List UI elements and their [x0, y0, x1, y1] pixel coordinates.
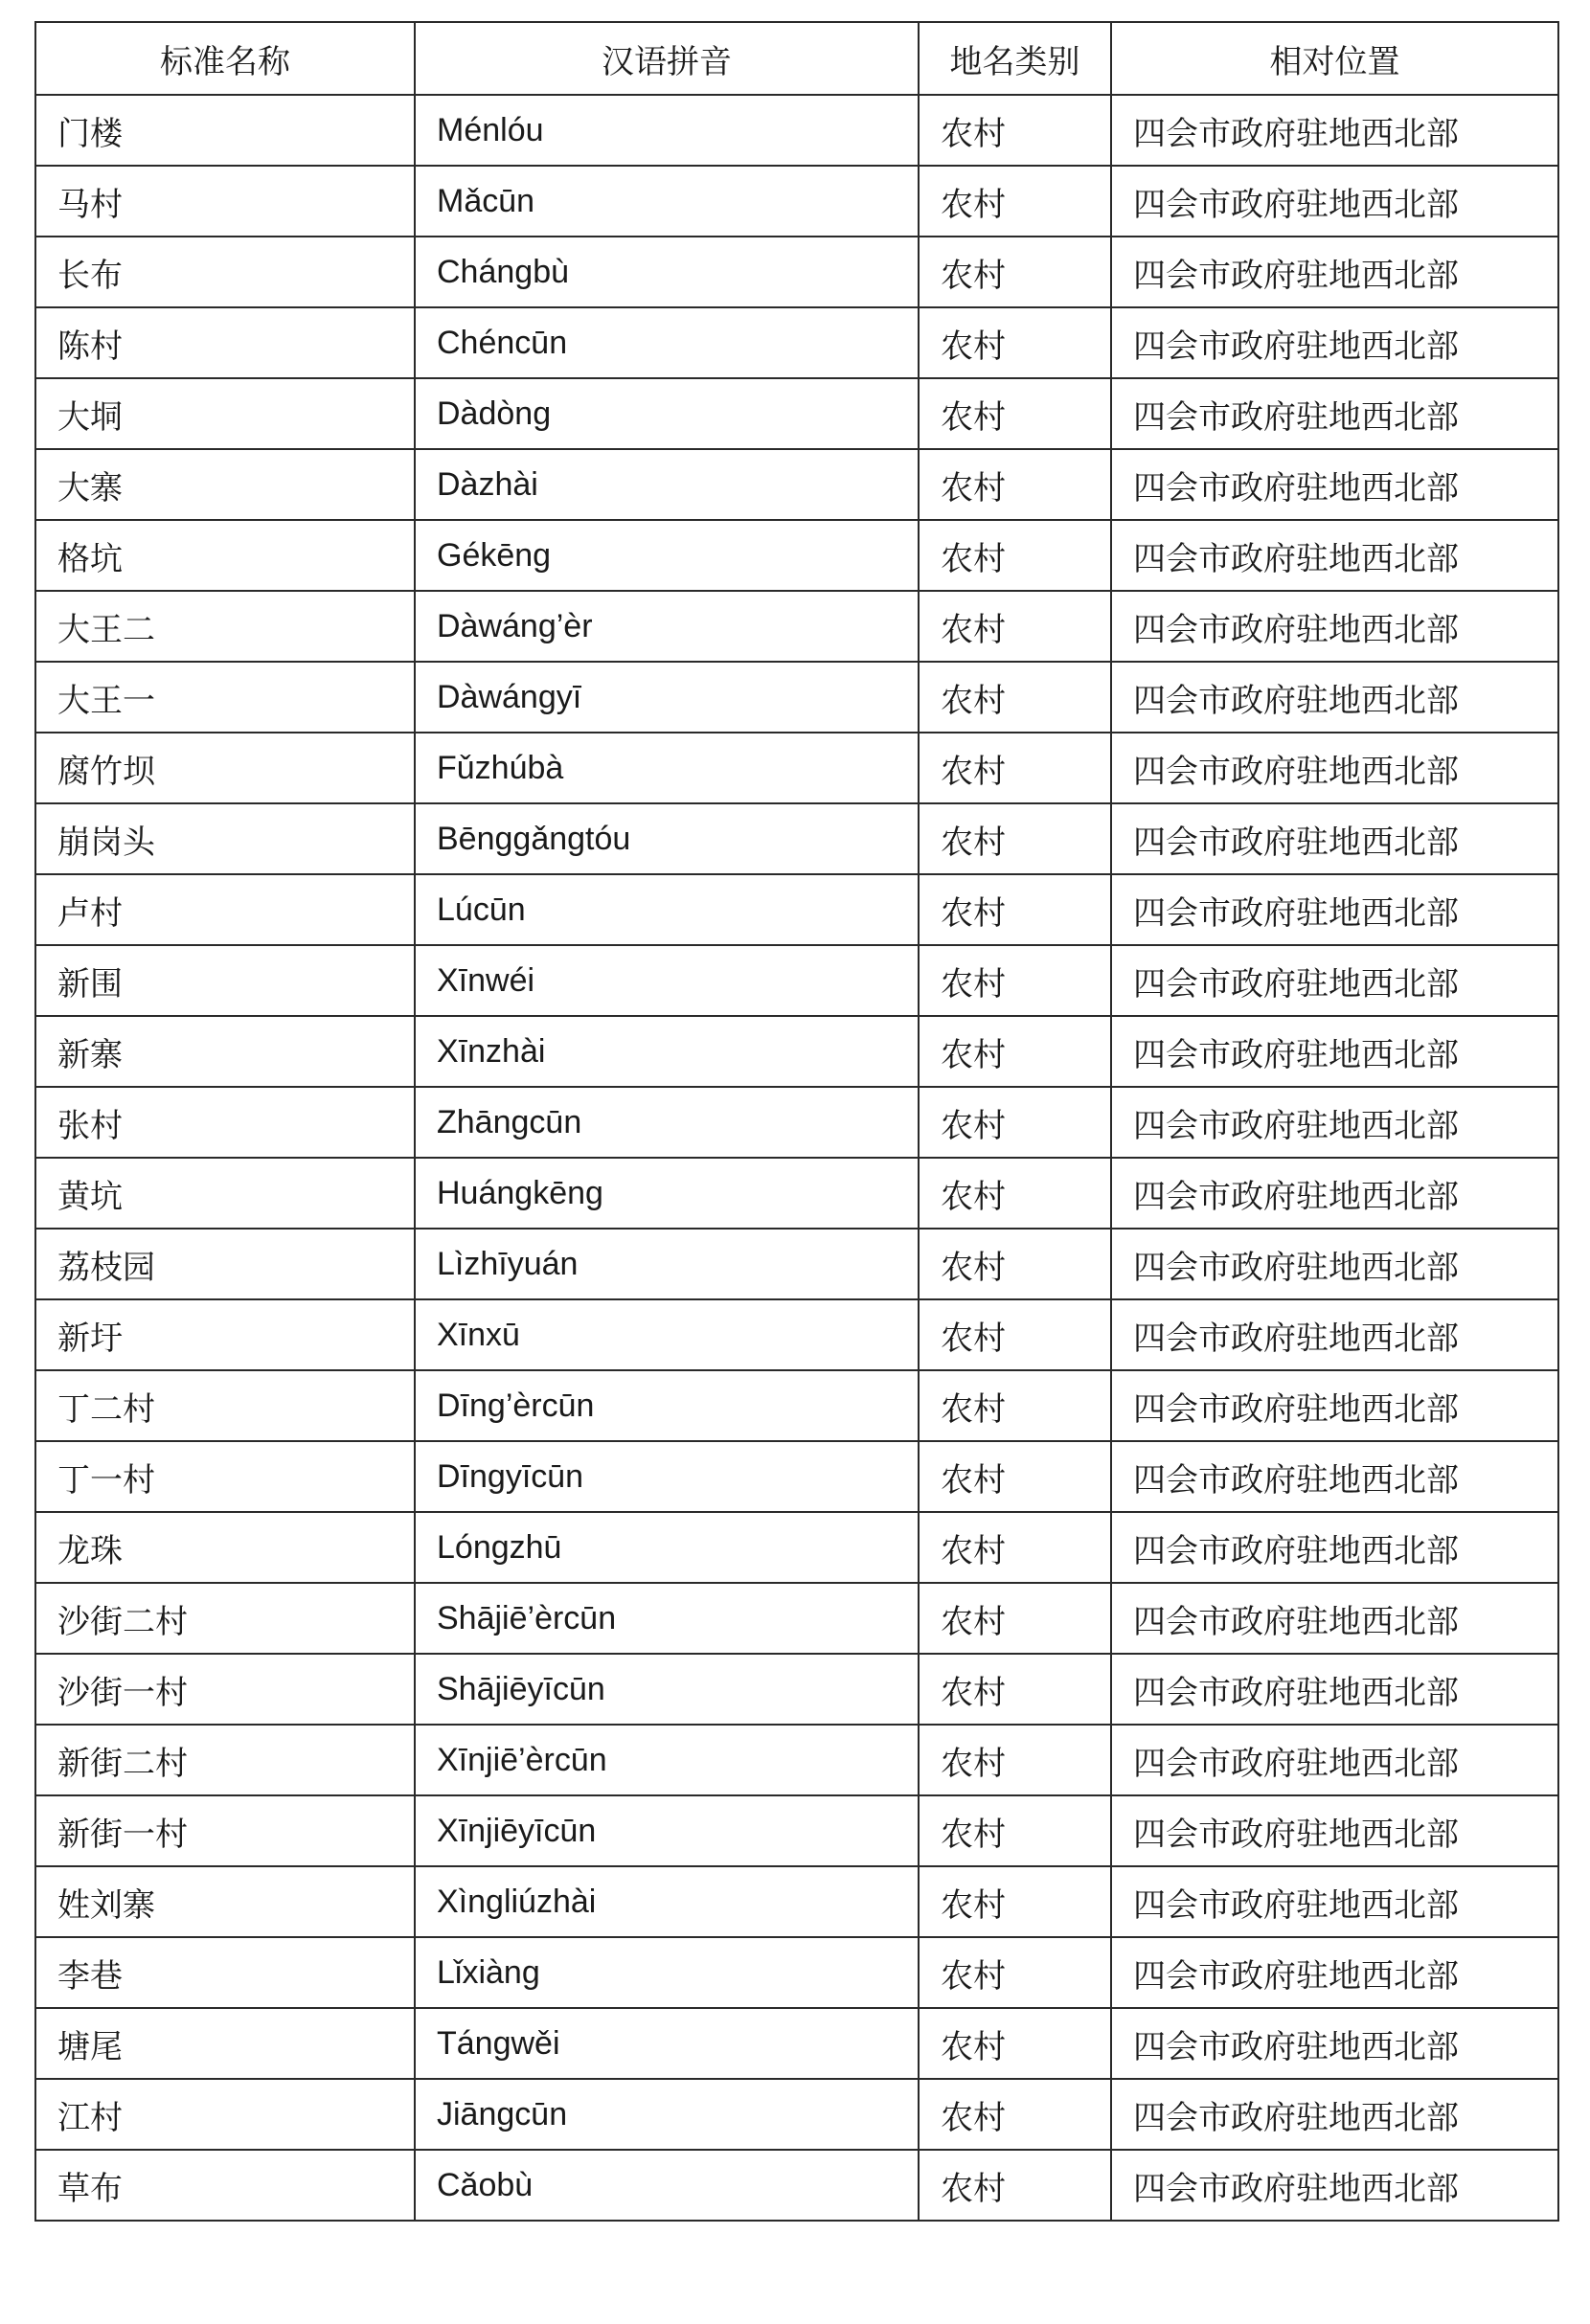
- cell-relative-location: 四会市政府驻地西北部: [1111, 945, 1558, 1016]
- table-row: [35, 95, 1558, 166]
- table-row: [35, 591, 1558, 662]
- cell-place-type: 农村: [919, 1866, 1111, 1937]
- cell-place-type: 农村: [919, 945, 1111, 1016]
- cell-relative-location: 四会市政府驻地西北部: [1111, 1583, 1558, 1654]
- cell-place-type: 农村: [919, 1441, 1111, 1512]
- cell-place-type: 农村: [919, 1087, 1111, 1158]
- cell-pinyin: Shājiē’èrcūn: [415, 1583, 919, 1654]
- cell-place-type: 农村: [919, 2079, 1111, 2150]
- table-row: [35, 874, 1558, 945]
- cell-pinyin: Dàdòng: [415, 378, 919, 449]
- cell-pinyin: Xīnzhài: [415, 1016, 919, 1087]
- cell-place-type: 农村: [919, 874, 1111, 945]
- cell-standard-name: 新圩: [35, 1299, 415, 1370]
- cell-pinyin: Jiāngcūn: [415, 2079, 919, 2150]
- cell-pinyin: Mǎcūn: [415, 166, 919, 237]
- cell-pinyin: Ménlóu: [415, 95, 919, 166]
- table-row: [35, 1016, 1558, 1087]
- table-row: [35, 1937, 1558, 2008]
- cell-pinyin: Zhāngcūn: [415, 1087, 919, 1158]
- cell-relative-location: 四会市政府驻地西北部: [1111, 2079, 1558, 2150]
- cell-place-type: 农村: [919, 1654, 1111, 1725]
- header-relative-location: 相对位置: [1111, 22, 1558, 95]
- table-row: [35, 1654, 1558, 1725]
- cell-pinyin: Dīngyīcūn: [415, 1441, 919, 1512]
- table-row: [35, 662, 1558, 733]
- cell-relative-location: 四会市政府驻地西北部: [1111, 449, 1558, 520]
- cell-place-type: 农村: [919, 1512, 1111, 1583]
- table-row: [35, 1512, 1558, 1583]
- table-row: [35, 1583, 1558, 1654]
- table-row: [35, 945, 1558, 1016]
- cell-pinyin: Lǐxiàng: [415, 1937, 919, 2008]
- table-header: [35, 22, 1558, 95]
- cell-standard-name: 大垌: [35, 378, 415, 449]
- header-standard-name: 标准名称: [35, 22, 415, 95]
- table-row: [35, 166, 1558, 237]
- cell-place-type: 农村: [919, 2150, 1111, 2221]
- cell-standard-name: 丁二村: [35, 1370, 415, 1441]
- cell-place-type: 农村: [919, 591, 1111, 662]
- cell-standard-name: 新寨: [35, 1016, 415, 1087]
- cell-pinyin: Shājiēyīcūn: [415, 1654, 919, 1725]
- cell-standard-name: 大寨: [35, 449, 415, 520]
- table-row: [35, 1299, 1558, 1370]
- cell-pinyin: Lóngzhū: [415, 1512, 919, 1583]
- cell-place-type: 农村: [919, 1937, 1111, 2008]
- cell-relative-location: 四会市政府驻地西北部: [1111, 1229, 1558, 1299]
- cell-standard-name: 崩岗头: [35, 803, 415, 874]
- table-row: [35, 1441, 1558, 1512]
- cell-place-type: 农村: [919, 1370, 1111, 1441]
- cell-pinyin: Dàwángyī: [415, 662, 919, 733]
- cell-place-type: 农村: [919, 1725, 1111, 1795]
- cell-relative-location: 四会市政府驻地西北部: [1111, 662, 1558, 733]
- cell-standard-name: 龙珠: [35, 1512, 415, 1583]
- place-name-table: [34, 21, 1559, 2222]
- cell-relative-location: 四会市政府驻地西北部: [1111, 1866, 1558, 1937]
- cell-pinyin: Tángwěi: [415, 2008, 919, 2079]
- header-pinyin: 汉语拼音: [415, 22, 919, 95]
- cell-place-type: 农村: [919, 378, 1111, 449]
- cell-place-type: 农村: [919, 237, 1111, 307]
- table-row: [35, 1370, 1558, 1441]
- table-row: [35, 733, 1558, 803]
- table-row: [35, 1229, 1558, 1299]
- cell-pinyin: Xīnjiēyīcūn: [415, 1795, 919, 1866]
- table-body: [35, 95, 1558, 2221]
- cell-relative-location: 四会市政府驻地西北部: [1111, 378, 1558, 449]
- cell-relative-location: 四会市政府驻地西北部: [1111, 1370, 1558, 1441]
- cell-place-type: 农村: [919, 2008, 1111, 2079]
- cell-standard-name: 新围: [35, 945, 415, 1016]
- cell-pinyin: Xìngliúzhài: [415, 1866, 919, 1937]
- cell-standard-name: 荔枝园: [35, 1229, 415, 1299]
- cell-standard-name: 卢村: [35, 874, 415, 945]
- table-row: [35, 520, 1558, 591]
- cell-pinyin: Dīng’èrcūn: [415, 1370, 919, 1441]
- cell-relative-location: 四会市政府驻地西北部: [1111, 237, 1558, 307]
- cell-relative-location: 四会市政府驻地西北部: [1111, 520, 1558, 591]
- cell-relative-location: 四会市政府驻地西北部: [1111, 733, 1558, 803]
- cell-standard-name: 李巷: [35, 1937, 415, 2008]
- cell-standard-name: 大王一: [35, 662, 415, 733]
- cell-place-type: 农村: [919, 1229, 1111, 1299]
- cell-relative-location: 四会市政府驻地西北部: [1111, 1087, 1558, 1158]
- cell-relative-location: 四会市政府驻地西北部: [1111, 1441, 1558, 1512]
- table-row: [35, 1866, 1558, 1937]
- cell-place-type: 农村: [919, 520, 1111, 591]
- cell-standard-name: 丁一村: [35, 1441, 415, 1512]
- cell-relative-location: 四会市政府驻地西北部: [1111, 1795, 1558, 1866]
- cell-relative-location: 四会市政府驻地西北部: [1111, 1725, 1558, 1795]
- cell-relative-location: 四会市政府驻地西北部: [1111, 803, 1558, 874]
- cell-pinyin: Xīnwéi: [415, 945, 919, 1016]
- cell-relative-location: 四会市政府驻地西北部: [1111, 95, 1558, 166]
- cell-standard-name: 张村: [35, 1087, 415, 1158]
- cell-pinyin: Bēnggǎngtóu: [415, 803, 919, 874]
- cell-pinyin: Cǎobù: [415, 2150, 919, 2221]
- cell-place-type: 农村: [919, 307, 1111, 378]
- cell-place-type: 农村: [919, 1016, 1111, 1087]
- table-row: [35, 449, 1558, 520]
- cell-standard-name: 姓刘寨: [35, 1866, 415, 1937]
- cell-place-type: 农村: [919, 803, 1111, 874]
- cell-pinyin: Xīnxū: [415, 1299, 919, 1370]
- header-row: [35, 22, 1558, 95]
- cell-pinyin: Chéncūn: [415, 307, 919, 378]
- cell-standard-name: 塘尾: [35, 2008, 415, 2079]
- cell-standard-name: 大王二: [35, 591, 415, 662]
- table-row: [35, 1158, 1558, 1229]
- cell-place-type: 农村: [919, 166, 1111, 237]
- cell-place-type: 农村: [919, 95, 1111, 166]
- table-row: [35, 1725, 1558, 1795]
- cell-pinyin: Huángkēng: [415, 1158, 919, 1229]
- table-row: [35, 378, 1558, 449]
- cell-place-type: 农村: [919, 1299, 1111, 1370]
- cell-relative-location: 四会市政府驻地西北部: [1111, 874, 1558, 945]
- cell-relative-location: 四会市政府驻地西北部: [1111, 307, 1558, 378]
- cell-relative-location: 四会市政府驻地西北部: [1111, 591, 1558, 662]
- table-row: [35, 803, 1558, 874]
- table-row: [35, 2008, 1558, 2079]
- cell-pinyin: Dàwáng’èr: [415, 591, 919, 662]
- cell-standard-name: 马村: [35, 166, 415, 237]
- cell-standard-name: 沙街一村: [35, 1654, 415, 1725]
- cell-relative-location: 四会市政府驻地西北部: [1111, 1937, 1558, 2008]
- table-row: [35, 1795, 1558, 1866]
- cell-pinyin: Chángbù: [415, 237, 919, 307]
- cell-standard-name: 腐竹坝: [35, 733, 415, 803]
- cell-place-type: 农村: [919, 733, 1111, 803]
- cell-relative-location: 四会市政府驻地西北部: [1111, 1158, 1558, 1229]
- cell-relative-location: 四会市政府驻地西北部: [1111, 1016, 1558, 1087]
- cell-standard-name: 长布: [35, 237, 415, 307]
- cell-pinyin: Fǔzhúbà: [415, 733, 919, 803]
- cell-standard-name: 陈村: [35, 307, 415, 378]
- cell-standard-name: 黄坑: [35, 1158, 415, 1229]
- cell-pinyin: Dàzhài: [415, 449, 919, 520]
- cell-place-type: 农村: [919, 662, 1111, 733]
- header-place-type: 地名类别: [919, 22, 1111, 95]
- cell-standard-name: 草布: [35, 2150, 415, 2221]
- cell-place-type: 农村: [919, 1583, 1111, 1654]
- cell-pinyin: Lúcūn: [415, 874, 919, 945]
- table-row: [35, 237, 1558, 307]
- cell-pinyin: Gékēng: [415, 520, 919, 591]
- table-row: [35, 1087, 1558, 1158]
- cell-relative-location: 四会市政府驻地西北部: [1111, 2008, 1558, 2079]
- cell-place-type: 农村: [919, 1158, 1111, 1229]
- cell-relative-location: 四会市政府驻地西北部: [1111, 2150, 1558, 2221]
- cell-pinyin: Lìzhīyuán: [415, 1229, 919, 1299]
- cell-standard-name: 格坑: [35, 520, 415, 591]
- cell-relative-location: 四会市政府驻地西北部: [1111, 1512, 1558, 1583]
- table-row: [35, 2079, 1558, 2150]
- cell-standard-name: 江村: [35, 2079, 415, 2150]
- cell-pinyin: Xīnjiē’èrcūn: [415, 1725, 919, 1795]
- cell-place-type: 农村: [919, 449, 1111, 520]
- cell-standard-name: 新街二村: [35, 1725, 415, 1795]
- cell-relative-location: 四会市政府驻地西北部: [1111, 1654, 1558, 1725]
- cell-relative-location: 四会市政府驻地西北部: [1111, 1299, 1558, 1370]
- cell-standard-name: 沙街二村: [35, 1583, 415, 1654]
- cell-relative-location: 四会市政府驻地西北部: [1111, 166, 1558, 237]
- cell-place-type: 农村: [919, 1795, 1111, 1866]
- table-row: [35, 307, 1558, 378]
- cell-standard-name: 新街一村: [35, 1795, 415, 1866]
- cell-standard-name: 门楼: [35, 95, 415, 166]
- table-row: [35, 2150, 1558, 2221]
